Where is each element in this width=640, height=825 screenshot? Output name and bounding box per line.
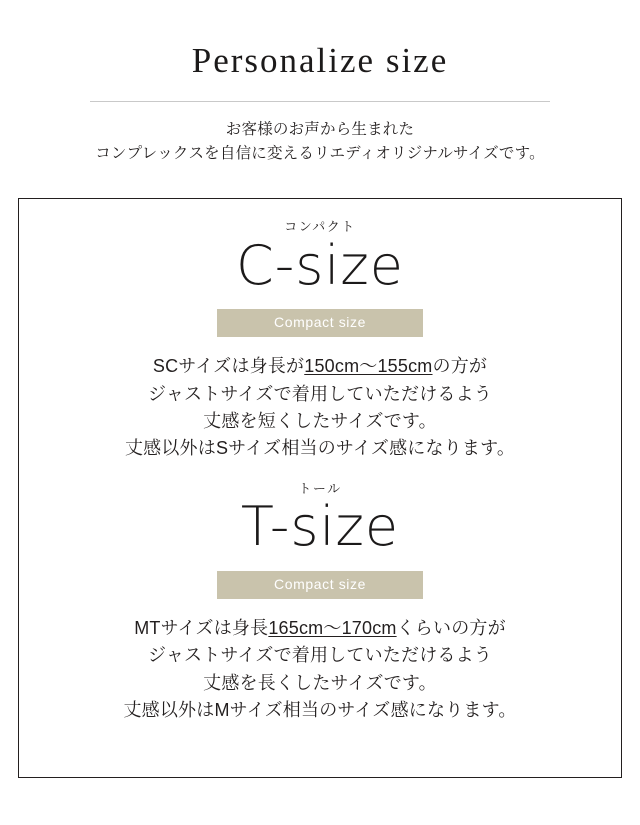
size-tag-t: Compact size	[217, 571, 423, 599]
size-description-t-line-1-pre: MTサイズは身長	[134, 618, 269, 639]
size-description-c-line-1-post: の方が	[432, 356, 488, 377]
size-block-t	[19, 463, 621, 725]
size-description-c-line-2: ジャストサイズで着用していただけるよう	[148, 383, 492, 404]
size-description-t-line-2: ジャストサイズで着用していただけるよう	[148, 645, 492, 666]
size-description-t-line-1-post: くらいの方が	[396, 618, 506, 639]
size-description-c-line-3: 丈感を短くしたサイズです。	[203, 411, 437, 432]
size-description-t-line-4: 丈感以外はMサイズ相当のサイズ感になります。	[123, 700, 517, 721]
size-description-c	[40, 353, 600, 462]
page-subtitle	[40, 118, 600, 166]
size-block-c	[19, 199, 621, 463]
page-title: Personalize size	[191, 41, 449, 80]
size-kana-c: コンパクト	[284, 219, 356, 234]
size-description-t-line-3: 丈感を長くしたサイズです。	[203, 672, 437, 693]
size-description-c-line-1	[40, 353, 600, 380]
size-info-frame	[18, 198, 622, 778]
size-kana-t: トール	[298, 480, 342, 496]
size-title-c: C-size	[236, 233, 404, 297]
size-description-t-line-1	[40, 615, 600, 642]
size-description-c-line-1-underline: 150cm〜155cm	[304, 356, 433, 377]
page-subtitle-line-1: お客様のお声から生まれた	[225, 120, 415, 138]
page-header	[0, 0, 640, 166]
size-description-t	[40, 615, 600, 724]
title-divider	[90, 101, 550, 102]
size-description-t-line-1-underline: 165cm〜170cm	[268, 618, 397, 639]
size-description-c-line-1-pre: SCサイズは身長が	[152, 356, 305, 377]
size-description-c-line-4: 丈感以外はSサイズ相当のサイズ感になります。	[124, 438, 516, 459]
page-subtitle-line-2: コンプレックスを自信に変えるリエディオリジナルサイズです。	[95, 144, 545, 162]
size-tag-c: Compact size	[217, 309, 423, 337]
size-title-t: T-size	[240, 495, 400, 559]
